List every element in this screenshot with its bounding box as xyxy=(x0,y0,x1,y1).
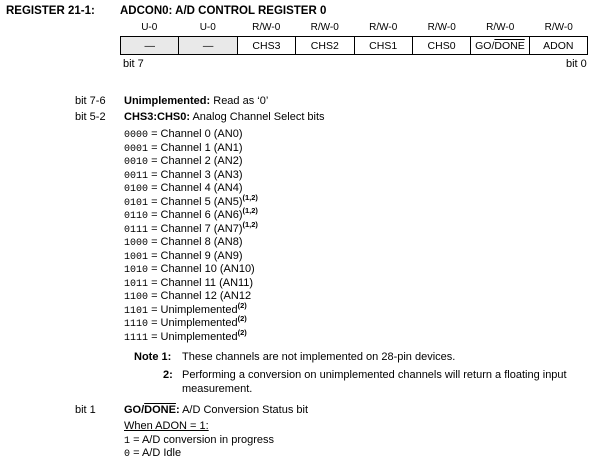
bit1-zero-code: 0 xyxy=(124,449,131,460)
channel-text: = Channel 2 (AN2) xyxy=(151,155,243,167)
channel-row xyxy=(124,206,258,223)
channel-row xyxy=(124,128,258,142)
channel-code: 0110 xyxy=(124,211,149,222)
channel-text: = Channel 0 (AN0) xyxy=(151,128,243,140)
bit1-description xyxy=(124,404,308,416)
bit4-cell: CHS2 xyxy=(296,37,354,54)
go-done-label xyxy=(475,40,525,52)
bit76-description xyxy=(124,95,268,107)
channel-code: 0111 xyxy=(124,224,149,236)
register-title: ADCON0: A/D CONTROL REGISTER 0 xyxy=(120,5,327,17)
bit3-cell: CHS1 xyxy=(355,37,413,54)
channel-row xyxy=(124,277,258,291)
channel-text: = Channel 7 (AN7) xyxy=(151,222,243,235)
note2-label: 2: xyxy=(163,369,173,381)
channel-code: 1111 xyxy=(124,332,149,344)
bit52-title: CHS3:CHS0: xyxy=(124,111,191,123)
bit76-title: Unimplemented: xyxy=(124,95,211,107)
bit1-zero-row xyxy=(124,447,181,460)
bit1-one-row xyxy=(124,434,274,447)
register-bit-table xyxy=(120,36,588,55)
done-part: DONE xyxy=(494,39,525,52)
bit-attribute-row xyxy=(120,22,588,33)
note1-label: Note 1: xyxy=(134,351,172,363)
bit0-cell: ADON xyxy=(543,39,574,52)
bit7-attribute: U-0 xyxy=(141,22,158,33)
channel-row xyxy=(124,169,258,183)
bit-high-label: bit 7 xyxy=(123,58,144,70)
channel-text: = Channel 12 (AN12 xyxy=(151,290,252,302)
bit2-attribute: R/W-0 xyxy=(427,22,456,33)
channel-code: 0001 xyxy=(124,143,149,155)
bit1-title-colon: : xyxy=(175,404,180,416)
bit76-label: bit 7-6 xyxy=(75,95,106,107)
channel-footnote: (2) xyxy=(237,314,247,323)
channel-row xyxy=(124,182,258,196)
channel-text: = Channel 6 (AN6) xyxy=(151,209,243,221)
channel-code: 1101 xyxy=(124,305,149,317)
note2-text-line1: Performing a conversion on unimplemented channels will return a floating input xyxy=(182,369,567,381)
channel-code: 1110 xyxy=(124,319,149,330)
channel-text: = Channel 5 (AN5) xyxy=(151,195,243,208)
channel-row xyxy=(124,263,258,277)
channel-text: = Channel 8 (AN8) xyxy=(151,236,243,248)
channel-footnote: (1,2) xyxy=(242,192,258,202)
channel-text: = Channel 1 (AN1) xyxy=(151,141,243,154)
channel-footnote: (1,2) xyxy=(242,206,258,215)
channel-text: = Channel 3 (AN3) xyxy=(151,168,243,181)
channel-row xyxy=(124,250,258,264)
bit1-title-go: GO/ xyxy=(124,404,145,416)
channel-code: 0010 xyxy=(124,157,149,168)
channel-row xyxy=(124,155,258,169)
channel-code: 0100 xyxy=(124,184,149,195)
bit3-attribute: R/W-0 xyxy=(369,22,398,33)
bit1-cell xyxy=(471,37,529,54)
channel-text: = Channel 11 (AN11) xyxy=(151,276,254,289)
bit1-desc: A/D Conversion Status bit xyxy=(182,404,309,416)
channel-code: 0011 xyxy=(124,170,149,182)
bit7-cell: — xyxy=(121,37,179,54)
note2-text-line2: measurement. xyxy=(182,383,253,395)
bit52-desc: Analog Channel Select bits xyxy=(192,111,325,123)
channel-code: 1100 xyxy=(124,292,149,303)
bit1-title-done: DONE xyxy=(144,404,176,416)
channel-code: 1000 xyxy=(124,238,149,249)
bit0-attribute: R/W-0 xyxy=(544,22,573,33)
register-id: REGISTER 21-1: xyxy=(6,5,95,17)
bit-low-label: bit 0 xyxy=(566,58,587,70)
bit5-cell: CHS3 xyxy=(238,37,296,54)
channel-text: = Channel 4 (AN4) xyxy=(151,182,243,194)
channel-text: = Unimplemented xyxy=(151,303,238,316)
bit4-attribute: R/W-0 xyxy=(310,22,339,33)
bit1-one-code: 1 xyxy=(124,436,131,447)
channel-code: 1011 xyxy=(124,278,149,290)
channel-footnote: (1,2) xyxy=(242,219,258,229)
bit6-attribute: U-0 xyxy=(199,22,216,33)
go-part: GO/ xyxy=(475,39,495,52)
channel-row xyxy=(124,142,258,156)
note1-text: These channels are not implemented on 28-pin devices. xyxy=(182,351,456,363)
channel-row xyxy=(124,236,258,250)
channel-code: 1001 xyxy=(124,251,149,263)
channel-row xyxy=(124,192,258,210)
bit52-description xyxy=(124,111,325,123)
bit1-when-adon: When ADON = 1: xyxy=(124,420,209,432)
channel-footnote: (2) xyxy=(237,300,247,310)
channel-code: 0101 xyxy=(124,197,149,209)
bit1-one-text: = A/D conversion in progress xyxy=(133,434,275,446)
channel-text: = Unimplemented xyxy=(151,317,238,329)
channel-text: = Channel 10 (AN10) xyxy=(151,263,255,275)
channel-code: 1010 xyxy=(124,265,149,276)
bit1-label: bit 1 xyxy=(75,404,96,416)
channel-select-list xyxy=(124,128,258,344)
channel-row xyxy=(124,327,258,345)
bit52-label: bit 5-2 xyxy=(75,111,106,123)
channel-code: 0000 xyxy=(124,130,149,141)
bit76-desc: Read as ‘0’ xyxy=(213,95,269,107)
bit2-cell: CHS0 xyxy=(413,37,471,54)
bit1-attribute: R/W-0 xyxy=(486,22,515,33)
channel-row xyxy=(124,219,258,237)
channel-text: = Channel 9 (AN9) xyxy=(151,249,243,262)
bit5-attribute: R/W-0 xyxy=(252,22,281,33)
channel-footnote: (2) xyxy=(237,327,247,337)
channel-text: = Unimplemented xyxy=(151,330,238,343)
bit1-zero-text: = A/D Idle xyxy=(133,447,182,459)
bit6-cell: — xyxy=(179,37,237,54)
bit1-title xyxy=(124,404,180,416)
